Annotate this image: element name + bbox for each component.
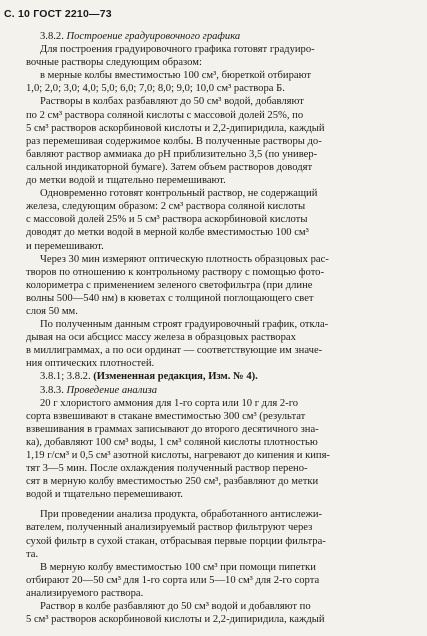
text-line	[26, 253, 403, 266]
text-run: в мерные колбы вместимостью 100 см³, бюреткой отбирают	[40, 70, 312, 82]
section-heading: Построение градуировочного графика	[66, 31, 241, 42]
text-run: волны 500—540 нм) в кюветах с толщиной поглощающего свет	[26, 292, 314, 304]
text-line	[26, 587, 403, 600]
section-heading: Проведение анализа	[66, 384, 158, 396]
text-run: При проведении анализа продукта, обработанного антислежи-	[40, 509, 323, 521]
text-run: отбирают 20—50 см³ для 1-го сорта или 5—10 см³ для 2-го сорта	[26, 574, 320, 586]
text-run: 1,0; 2,0; 3,0; 4,0; 5,0; 6,0; 7,0; 8,0; 9,0; 10,0 см³ раствора Б.	[26, 83, 285, 95]
text-line	[26, 200, 403, 213]
text-run: водой и тщательно перемешивают.	[26, 489, 183, 501]
text-line	[26, 174, 403, 187]
text-run: доводят до метки водой в мерной колбе вместимостью 100 см³	[26, 227, 309, 239]
text-run: В мерную колбу вместимостью 100 см³ при помощи пипетки	[40, 561, 316, 573]
text-run: колориметра с применением зеленого светофильтра (при длине	[26, 279, 313, 291]
text-run: Через 30 мин измеряют оптическую плотность образцовых рас-	[40, 253, 329, 265]
text-line	[26, 397, 403, 410]
text-line	[26, 423, 403, 436]
text-line	[26, 410, 403, 423]
text-run: 5 см³ растворов аскорбиновой кислоты и 2,2-дипиридила, каждый	[26, 614, 325, 626]
text-run: 3.8.2.	[40, 31, 67, 42]
text-line	[26, 69, 403, 82]
text-line	[26, 370, 403, 383]
text-line	[26, 600, 403, 613]
text-line	[26, 462, 403, 475]
text-run: 1,19 г/см³ и 0,5 см³ азотной кислоты, нагревают до кипения и кипя-	[26, 450, 330, 461]
text-line	[26, 318, 403, 331]
text-run: вателем, полученный анализируемый раствор фильтруют через	[26, 522, 313, 534]
text-line	[26, 109, 403, 122]
text-run: 3.8.1; 3.8.2.	[40, 371, 94, 383]
amendment-note: (Измененная редакция, Изм. № 4).	[93, 371, 258, 383]
text-run: Раствор в колбе разбавляют до 50 см³ водой и добавляют по	[40, 601, 311, 613]
text-run: 5 см³ растворов аскорбиновой кислоты и 2,2-дипиридила, каждый	[26, 122, 325, 134]
text-run: в миллиграммах, а по оси ординат — соответствующие им значе-	[26, 345, 323, 357]
text-run: ка), добавляют 100 см³ воды, 1 см³ соляной кислоты плотностью	[26, 436, 318, 448]
text-line	[26, 56, 403, 69]
body-text	[26, 30, 403, 626]
text-line	[26, 213, 403, 226]
text-run: ния оптических плотностей.	[26, 358, 155, 370]
text-line	[26, 122, 403, 135]
text-line	[26, 331, 403, 344]
text-line	[26, 561, 403, 574]
text-line	[26, 613, 403, 626]
text-run: Растворы в колбах разбавляют до 50 см³ водой, добавляют	[40, 96, 304, 108]
text-run: По полученным данным строят градуировочный график, откла-	[40, 319, 329, 331]
page-header: С. 10 ГОСТ 2210—73	[4, 8, 112, 20]
text-line	[26, 82, 403, 95]
text-line	[26, 521, 403, 534]
text-line	[26, 161, 403, 174]
text-line	[26, 279, 403, 292]
text-run: вочные растворы следующим образом:	[26, 57, 202, 69]
text-line	[26, 30, 403, 43]
text-run: 3.8.3.	[40, 384, 67, 396]
text-run: раз перемешивая содержимое колбы. В полученные растворы до-	[26, 135, 322, 147]
text-line	[26, 305, 403, 318]
text-run: и перемешивают.	[26, 240, 104, 252]
text-run: 20 г хлористого аммония для 1-го сорта или 10 г для 2-го	[40, 397, 299, 409]
text-line	[26, 292, 403, 305]
text-run: Одновременно готовят контрольный раствор, не содержащий	[40, 188, 318, 200]
text-line	[26, 357, 403, 370]
text-line	[26, 436, 403, 449]
text-run: сухой фильтр в сухой стакан, отбрасывая первые порции фильтра-	[26, 535, 326, 547]
text-line	[26, 384, 403, 397]
text-run: сорта взвешивают в стакане вместимостью 300 см³ (результат	[26, 410, 306, 422]
text-run: слоя 50 мм.	[26, 305, 78, 317]
text-line	[26, 488, 403, 501]
text-line	[26, 240, 403, 253]
text-line	[26, 535, 403, 548]
text-run: дывая на оси абсцисс массу железа в образцовых растворах	[26, 332, 296, 344]
text-run: Для построения градуировочного графика готовят градуиро-	[40, 44, 315, 56]
paragraph-gap	[26, 501, 403, 508]
text-line	[26, 475, 403, 488]
text-run: сальной индикаторной бумаге). Затем объем растворов доводят	[26, 161, 313, 173]
text-line	[26, 226, 403, 239]
text-run: по 2 см³ раствора соляной кислоты с массовой долей 25%, по	[26, 109, 304, 121]
text-line	[26, 135, 403, 148]
text-run: та.	[26, 548, 39, 560]
text-run: творов по отношению к контрольному раствору с помощью фото-	[26, 266, 325, 278]
text-run: сят в мерную колбу вместимостью 250 см³, разбавляют до метки	[26, 476, 319, 488]
text-line	[26, 548, 403, 561]
text-line	[26, 266, 403, 279]
text-line	[26, 187, 403, 200]
text-line	[26, 95, 403, 108]
text-line	[26, 449, 403, 462]
text-run: бавляют раствор аммиака до pH приблизительно 3,5 (по универ-	[26, 148, 318, 160]
text-run: анализируемого раствора.	[26, 587, 144, 599]
text-line	[26, 148, 403, 161]
text-run: с массовой долей 25% и 5 см³ раствора аскорбиновой кислоты	[26, 214, 308, 226]
text-line	[26, 344, 403, 357]
text-line	[26, 43, 403, 56]
text-line	[26, 508, 403, 521]
text-run: тят 3—5 мин. После охлаждения полученный раствор перено-	[26, 463, 308, 475]
text-run: до метки водой и тщательно перемешивают.	[26, 175, 226, 187]
text-run: железа, следующим образом: 2 см³ раствора соляной кислоты	[26, 201, 306, 213]
text-run: взвешивания в граммах записывают до второго десятичного зна-	[26, 423, 319, 435]
text-line	[26, 574, 403, 587]
